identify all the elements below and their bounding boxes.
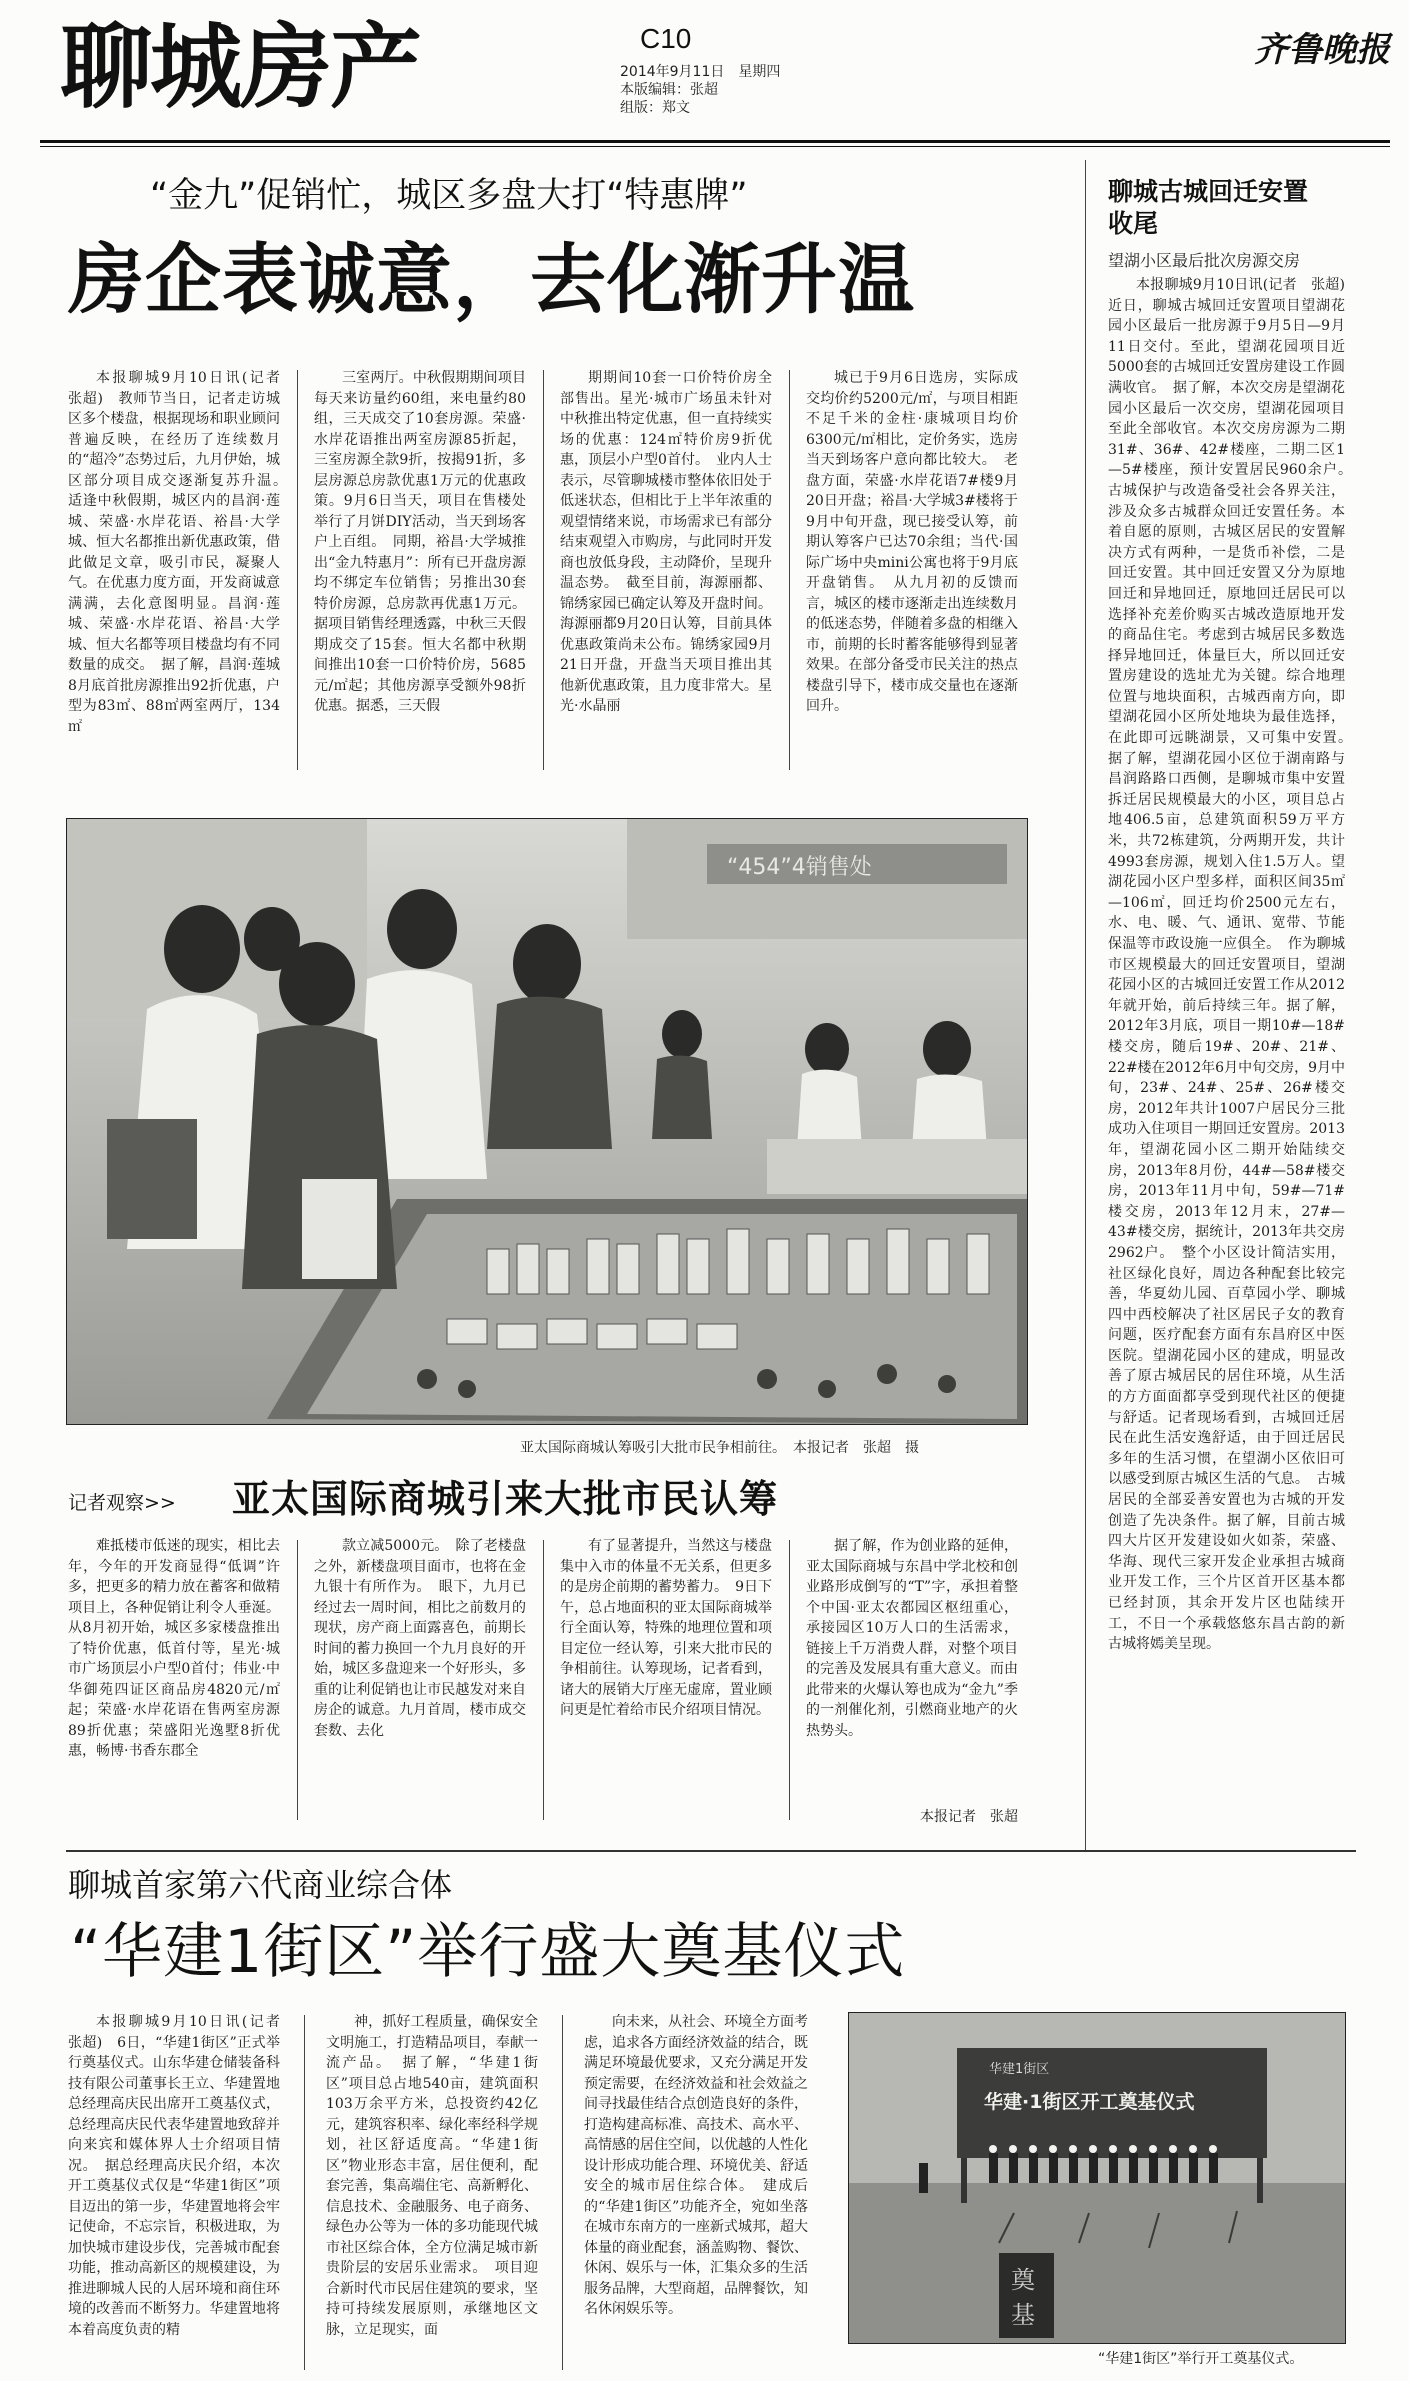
hall-banner-text: “454”4销售处	[727, 855, 872, 880]
column-rule	[562, 2015, 563, 2370]
lead-column-2: 三室两厅。中秋假期期间项目每天来访量约60组，来电量约80组，三天成交了10套房源。荣盛·水岸花语推出两室房源85折起，三室房源全款9折，按揭91折，多层房源总房款优惠1万元的优惠政策。9月6日当天，项目在售楼处举行了月饼DIY活动，当天到场客户上百组。 同期，裕昌·大学城推出“金九特惠月”：所有已开盘房源均不绑定车位销售；另推出30套特价房源，总房款再优惠1万元。据项目销售经理透露，中秋三天假期成交了15套。恒大名都中秋期间推出10套一口价特价房，5685元/㎡起；其他房源享受额外98折优惠。据悉，三天假	[314, 370, 526, 714]
bottom-kicker: 聊城首家第六代商业综合体	[68, 1866, 453, 1904]
column-rule	[789, 370, 790, 770]
layout-credit: 组版：郑文	[620, 100, 690, 116]
banner-main-text: 华建·1街区开工奠基仪式	[984, 2091, 1195, 2113]
bottom-photo-caption: “华建1街区”举行开工奠基仪式。	[1098, 2351, 1304, 2367]
sidebar-title: 聊城古城回迁安置收尾	[1108, 177, 1309, 238]
observe-byline: 本报记者 张超	[920, 1809, 1018, 1825]
lead-kicker: “金九”促销忙，城区多盘大打“特惠牌”	[150, 176, 748, 216]
sidebar-rule	[1085, 160, 1086, 1850]
section-rule	[66, 1850, 1356, 1852]
lead-headline: 房企表诚意，去化渐升温	[68, 235, 915, 324]
stone-text-1: 奠	[1011, 2266, 1035, 2294]
lead-photo-caption: 亚太国际商城认筹吸引大批市民争相前往。 本报记者 张超 摄	[520, 1440, 919, 1456]
issue-meta	[620, 63, 780, 117]
column-rule	[297, 370, 298, 770]
bottom-column-1: 本报聊城9月10日讯(记者 张超) 6日，“华建1街区”正式举行奠基仪式。山东华建仓储装备科技有限公司董事长王立、华建置地总经理高庆民出席开工奠基仪式，总经理高庆民代表华建置地致辞并向来宾和媒体界人士介绍项目情况。 据总经理高庆民介绍，本次开工奠基仪式仅是“华建1街区”项目迈出的第一步，华建置地将会牢记使命，不忘宗旨，积极进取，为加快城市建设步伐，完善城市配套功能，推动高新区的规模建设，为推进聊城人民的人居环境和商住环境的改善而不断努力。华建置地将本着高度负责的精	[68, 2014, 294, 2338]
bottom-column-3: 向未来，从社会、环境全方面考虑，追求各方面经济效益的结合，既满足环境最优要求，又充分满足开发预定需要，在经济效益和社会效益之间寻找最佳结合点创造良好的条件，打造构建高标准、高技术、高水平、高情感的居住空间，以优越的人性化设计形成功能合理、环境优美、舒适安全的城市居住综合体。 建成后的“华建1街区”功能齐全，宛如坐落在城市东南方的一座新式城邦，超大体量的商业配套，涵盖购物、餐饮、休闲、娱乐与一体，汇集众多的生活服务品牌，大型商超，品牌餐饮，知名休闲娱乐等。	[584, 2014, 808, 2317]
groundbreaking-illustration	[849, 2013, 1345, 2343]
observe-column-1: 难抵楼市低迷的现实，相比去年，今年的开发商显得“低调”许多，把更多的精力放在蓄客和做精项目上，各种促销让利令人垂涎。从8月初开始，城区多家楼盘推出了特价优惠，低首付等，星光·城市广场顶层小户型0首付；伟业·中华御苑四证区商品房4820元/㎡起；荣盛·水岸花语在售两室房源89折优惠；荣盛阳光逸墅8折优惠，畅博·书香东郡全	[68, 1538, 280, 1759]
bottom-headline: “华建1街区”举行盛大奠基仪式	[70, 1917, 906, 1987]
lead-column-1: 本报聊城9月10日讯(记者 张超) 教师节当日，记者走访城区多个楼盘，根据现场和职业顾问普遍反映，在经历了连续数月的“超冷”态势过后，九月伊始，城区部分项目成交逐渐复苏升温。 适逢中秋假期，城区内的昌润·莲城、荣盛·水岸花语、裕昌·大学城、恒大名都推出新优惠政策，借此做足文章，吸引市民，凝聚人气。在优惠力度方面，开发商诚意满满，去化意图明显。昌润·莲城、荣盛·水岸花语、裕昌·大学城、恒大名都等项目楼盘均有不同数量的成交。 据了解，昌润·莲城8月底首批房源推出92折优惠，户型为83㎡、88㎡两室两厅，134㎡	[68, 370, 294, 735]
lead-column-4: 城已于9月6日选房，实际成交均价约5200元/㎡，与项目相距不足千米的金柱·康城项目均价6300元/㎡相比，定价务实，选房当天到场客户意向都比较大。 老盘方面，荣盛·水岸花语7#楼9月20日开盘；裕昌·大学城3#楼将于9月中旬开盘，现已接受认筹，前期认筹客户已达70余组；当代·国际广场中央mini公寓也将于9月底开盘销售。 从九月初的反馈而言，城区的楼市逐渐走出连续数月的低迷态势，伴随着多盘的相继入市，前期的长时蓄客能够得到显著效果。在部分备受市民关注的热点楼盘引导下，楼市成交量也在逐渐回升。	[806, 370, 1018, 714]
masthead	[40, 8, 1400, 143]
lead-column-3: 期期间10套一口价特价房全部售出。星光·城市广场虽未针对中秋推出特定优惠，但一直持续实场的优惠：124㎡特价房9折优惠，顶层小户型0首付。 业内人士表示，尽管聊城楼市整体依旧处于低迷状态，但相比于上半年浓重的观望情绪来说，市场需求已有部分结束观望入市购房，与此同时开发商也放低身段，主动降价，呈现升温态势。 截至目前，海源丽都、锦绣家园已确定认筹及开盘时间。海源丽都9月20日认筹，目前具体优惠政策尚未公布。锦绣家园9月21日开盘，开盘当天项目推出其他新优惠政策，且力度非常大。星光·水晶丽	[560, 370, 772, 714]
observe-column-3: 有了显著提升，当然这与楼盘集中入市的体量不无关系，但更多的是房企前期的蓄势蓄力。 9日下午，总占地面积的亚太国际商城举行全面认筹，特殊的地理位置和项目定位一经认筹，引来大批市民的争相前往。认筹现场，记者看到，诸大的展销大厅座无虚席，置业顾问更是忙着给市民介绍项目情况。	[560, 1538, 772, 1718]
stone-text-2: 基	[1011, 2301, 1035, 2329]
bottom-photo	[848, 2012, 1346, 2344]
sidebar-subtitle: 望湖小区最后批次房源交房	[1108, 251, 1301, 270]
sales-hall-illustration	[67, 819, 1027, 1424]
issue-date: 2014年9月11日 星期四	[620, 64, 781, 80]
observe-kicker: 记者观察>>	[68, 1492, 176, 1514]
sidebar-body: 本报聊城9月10日讯(记者 张超) 近日，聊城古城回迁安置项目望湖花园小区最后一批房源于9月5日—9月11日交付。至此，望湖花园项目近5000套的古城回迁安置房建设工作圆满收官。 据了解，本次交房是望湖花园小区最后一次交房，望湖花园项目至此全部收官。本次交房房源为二期31#、36#、42#楼座，二期二区1—5#楼座，预计安置居民960余户。 古城保护与改造备受社会各界关注，涉及众多古城群众回迁安置任务。本着自愿的原则，古城区居民的安置解决方式有两种，一是货币补偿，二是回迁安置。其中回迁安置又分为原地回迁和异地回迁，原地回迁居民可以选择补充差价购买古城改造原地开发的商品住宅。考虑到古城居民多数选择异地回迁，体量巨大，所以回迁安置房建设的选址尤为关键。综合地理位置与地块面积，古城西南方向，即望湖花园小区所处地块为最佳选择，在此即可远眺湖景，又可集中安置。 据了解，望湖花园小区位于湖南路与昌润路路口西侧，是聊城市集中安置拆迁居民规模最大的小区，项目总占地406.5亩，总建筑面积59万平方米，共72栋建筑，分两期开发，共计4993套房源，规划入住1.5万人。望湖花园小区户型多样，面积区间35㎡—106㎡，回迁均价2500元左右，水、电、暖、气、通讯、宽带、节能保温等市政设施一应俱全。 作为聊城市区规模最大的回迁安置项目，望湖花园小区的古城回迁安置工作从2012年就开始，前后持续三年。据了解，2012年3月底，项目一期10#—18#楼交房，随后19#、20#、21#、22#楼在2012年6月中旬交房，9月中旬，23#、24#、25#、26#楼交房，2012年共计1007户居民分三批成功入住项目一期回迁安置房。2013年，望湖花园小区二期开始陆续交房，2013年8月份，44#—58#楼交房，2013年11月中旬，59#—71#楼交房，2013年12月末，27#—43#楼交房，据统计，2013年共交房2962户。 整个小区设计简洁实用，社区绿化良好，周边各种配套比较完善，华夏幼儿园、百草园小学、聊城四中西校解决了社区居民子女的教育问题，医疗配套方面有东昌府区中医医院。望湖花园小区的建成，明显改善了原古城居民的居住环境，从生活的方方面面都享受到现代社区的便捷与舒适。记者现场看到，古城回迁居民在此生活安逸舒适，由于回迁居民多年的生活习惯，在望湖小区依旧可以感受到原古城区生活的气息。 古城居民的全部妥善安置也为古城的开发创造了先决条件。据了解，目前古城四大片区开发建设如火如荼，荣盛、华海、现代三家开发企业承担古城商业开发工作，三个片区首开区基本都已经封顶，其余开发片区也陆续开工，不日一个承载悠悠东昌古韵的新古城将嫣美呈现。	[1108, 277, 1359, 1653]
section-title: 聊城房产	[60, 14, 421, 121]
column-rule	[297, 1540, 298, 1820]
observe-column-2: 款立减5000元。 除了老楼盘之外，新楼盘项目面市，也将在金九银十有所作为。 眼下，九月已经过去一周时间，相比之前数月的现状，房产商上面露喜色，前期长时间的蓄力换回一个九月良好的开始，城区多盘迎来一个好形头，多重的让利促销也让市民越发对来自房企的诚意。九月首周，楼市成交套数、去化	[314, 1538, 526, 1739]
bottom-column-2: 神，抓好工程质量，确保安全文明施工，打造精品项目，奉献一流产品。 据了解，“华建1街区”项目总占地540亩，建筑面积103万余平方米，总投资约42亿元，建筑容积率、绿化率经科学规划，社区舒适度高。“华建1街区”物业形态丰富，居住便利，配套完善，集高端住宅、高新孵化、信息技术、金融服务、电子商务、绿色办公等为一体的多功能现代城市社区综合体，全方位满足城市新贵阶层的安居乐业需求。 项目迎合新时代市民居住建筑的要求，坚持可持续发展原则，承继地区文脉，立足现实，面	[326, 2014, 538, 2338]
masthead-rule-thin	[40, 146, 1390, 147]
column-rule	[789, 1540, 790, 1820]
banner-small-text: 华建1街区	[989, 2062, 1050, 2077]
column-rule	[543, 1540, 544, 1820]
lead-photo	[66, 818, 1028, 1425]
paper-logo: 齐鲁晚报	[1254, 30, 1390, 70]
editor-credit: 本版编辑：张超	[620, 82, 718, 98]
page-number: C10	[640, 23, 692, 54]
observe-headline: 亚太国际商城引来大批市民认筹	[232, 1477, 779, 1521]
masthead-rule	[40, 140, 1390, 143]
column-rule	[543, 370, 544, 770]
observe-column-4: 据了解，作为创业路的延伸，亚太国际商城与东昌中学北校和创业路形成倒写的“T”字，承担着整个中国·亚太农都园区枢纽重心，承接园区10万人口的生活需求，链接上千万消费人群，对整个项目的完善及发展具有重大意义。而由此带来的火爆认筹也成为“金九”季的一剂催化剂，引燃商业地产的火热势头。	[806, 1538, 1018, 1739]
column-rule	[304, 2015, 305, 2370]
